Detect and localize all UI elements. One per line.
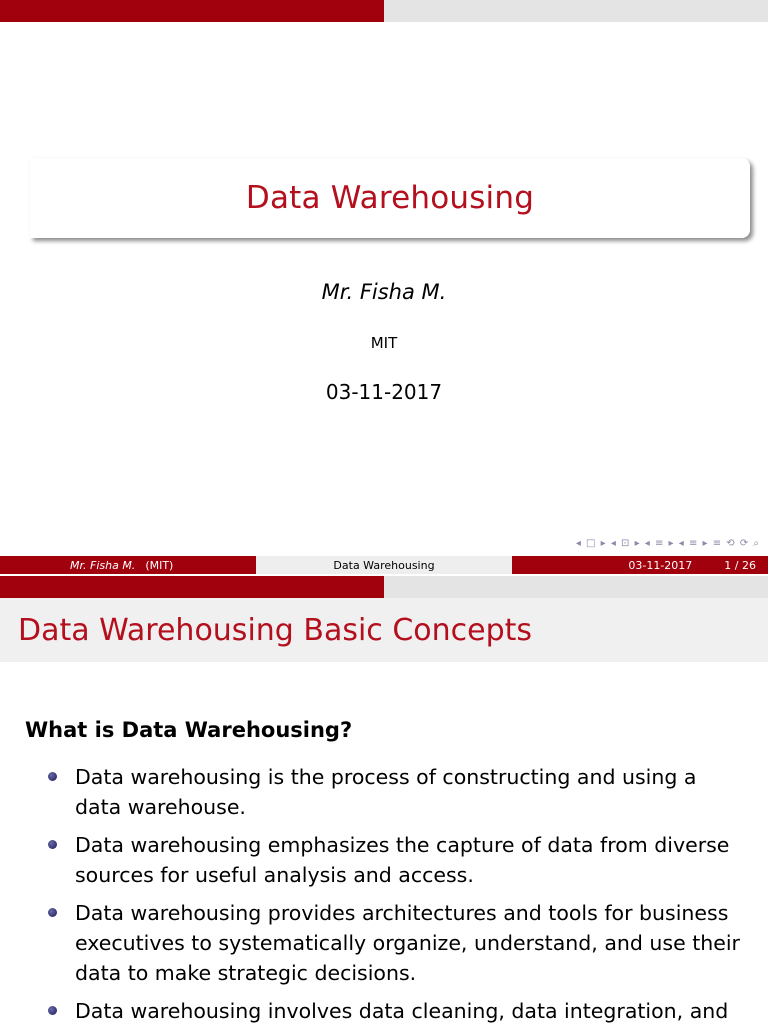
footer-author-section xyxy=(0,556,256,574)
progress-bar-empty xyxy=(384,576,768,598)
list-item xyxy=(48,762,748,822)
frame-title: Data Warehousing Basic Concepts xyxy=(18,612,533,648)
title-box xyxy=(30,158,750,238)
navigation-symbols[interactable]: ◂ □ ▸ ◂ ⊡ ▸ ◂ ≡ ▸ ◂ ≡ ▸ ≡ ⟲ ⟳ ⌕ xyxy=(575,538,760,549)
footer-title: Data Warehousing xyxy=(333,558,435,572)
frame-title-bar xyxy=(0,598,768,662)
bullet-icon xyxy=(48,772,57,781)
bullet-text: Data warehousing involves data cleaning, data integration, and xyxy=(75,999,729,1023)
bullet-text: Data warehousing emphasizes the capture of data from diverse sources for useful analysis and access. xyxy=(75,833,730,887)
footer-institute: (MIT) xyxy=(145,558,174,572)
progress-bar xyxy=(0,576,768,598)
progress-bar-filled xyxy=(0,576,384,598)
footer-date: 03-11-2017 xyxy=(628,558,693,572)
institute: MIT xyxy=(370,334,398,352)
presentation-title: Data Warehousing xyxy=(245,180,535,216)
progress-bar-filled xyxy=(0,0,384,22)
footer-date-section xyxy=(512,556,768,574)
bullet-icon xyxy=(48,840,57,849)
list-item xyxy=(48,830,748,890)
slide-footer xyxy=(0,556,768,574)
list-item xyxy=(48,898,748,988)
list-item xyxy=(48,996,748,1024)
footer-author: Mr. Fisha M. xyxy=(70,558,136,572)
block-title: What is Data Warehousing? xyxy=(25,718,353,742)
content-slide xyxy=(0,576,768,1024)
progress-bar-empty xyxy=(384,0,768,22)
bullet-icon xyxy=(48,1006,57,1015)
author-name: Mr. Fisha M. xyxy=(321,280,447,304)
bullet-list xyxy=(48,762,748,1024)
presentation-date: 03-11-2017 xyxy=(325,380,443,404)
bullet-text: Data warehousing provides architectures and tools for business executives to systematically organize, understand, and use their data to make strategic decisions. xyxy=(75,901,740,985)
footer-page-number: 1 / 26 xyxy=(724,558,756,572)
bullet-text: Data warehousing is the process of constructing and using a data warehouse. xyxy=(75,765,697,819)
bullet-icon xyxy=(48,908,57,917)
progress-bar xyxy=(0,0,768,22)
footer-title-section xyxy=(256,556,512,574)
